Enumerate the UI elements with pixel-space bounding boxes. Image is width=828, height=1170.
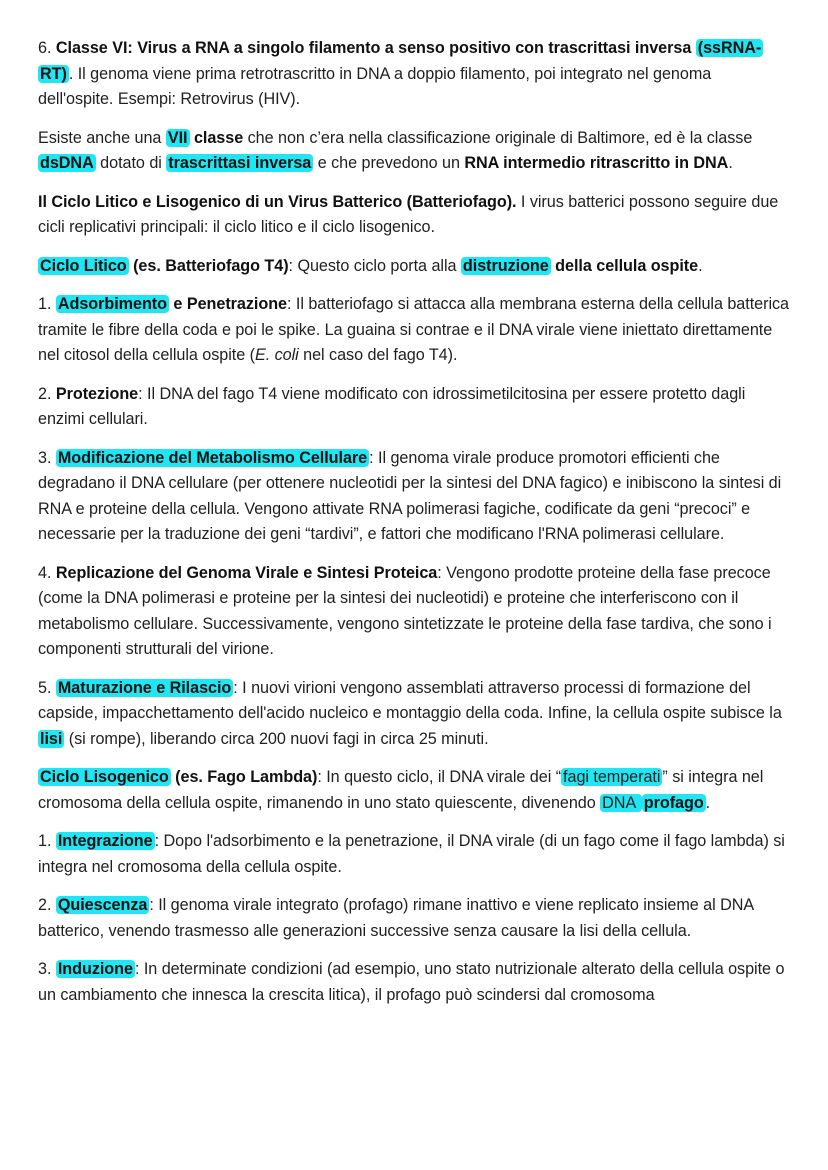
text-run: 3. — [38, 448, 56, 467]
paragraph-lisogenico-step-1 — [38, 829, 790, 880]
text-run: 4. — [38, 563, 56, 582]
paragraph-lisogenico-step-2 — [38, 893, 790, 944]
highlighted-text: Integrazione — [57, 832, 153, 850]
text-run: : In questo ciclo, il DNA virale dei “ — [317, 768, 562, 786]
text-run: . — [728, 154, 733, 172]
text-run: dotato di — [95, 154, 167, 172]
paragraph-litico-step-5 — [38, 676, 790, 753]
text-run: . — [705, 793, 711, 812]
highlighted-text: lisi — [40, 729, 63, 748]
italic-text: E. coli — [254, 346, 299, 364]
paragraph-classe-vi — [38, 36, 790, 113]
bold-text: e Penetrazione — [168, 295, 287, 313]
text-run: . Il genoma viene prima retrotrascritto in DNA a doppio filamento, poi integrato nel genoma dell'ospite. Esempi: Retrovirus (HIV). — [38, 64, 712, 108]
text-run: e che prevedono un — [313, 154, 465, 172]
text-run: 1. — [38, 832, 56, 850]
text-run: I virus batterici possono seguire due cicli replicativi principali: il ciclo litico e il ciclo lisogenico. — [38, 192, 779, 236]
text-run: 2. — [38, 384, 56, 403]
highlighted-text: fagi temperati — [563, 768, 661, 786]
highlighted-text: dsDNA — [40, 154, 94, 172]
bold-text: della cellula ospite — [550, 256, 699, 275]
text-run: che non c’era nella classificazione originale di Baltimore, ed è la classe — [243, 128, 753, 147]
paragraph-lisogenico-step-3 — [38, 957, 790, 1008]
highlighted-text: distruzione — [462, 256, 549, 275]
text-run: (si rompe), liberando circa 200 nuovi fagi in circa 25 minuti. — [64, 729, 489, 748]
text-run: 2. — [38, 896, 56, 914]
highlighted-text: trascrittasi inversa — [168, 154, 312, 172]
bold-text: Classe VI: Virus a RNA a singolo filamento a senso positivo con trascrittasi inversa — [55, 39, 696, 57]
bold-text: (es. Batteriofago T4) — [128, 256, 289, 275]
text-run: : In determinate condizioni (ad esempio, uno stato nutrizionale alterato della cellula ospite o un cambiamento che innesca la crescita litica), il profago può scindersi dal cromosoma — [38, 960, 785, 1004]
text-run: ” si integra nel cromosoma della cellula ospite, rimanendo in uno stato quiescente, divenendo — [38, 768, 764, 812]
text-run: : Il genoma virale integrato (profago) rimane inattivo e viene replicato insieme al DNA batterico, venendo trasmesso alle generazioni successive senza causare la lisi della cellula. — [38, 896, 754, 940]
text-run: : I nuovi virioni vengono assemblati attraverso processi di formazione del capside, impacchettamento dell'acido nucleico e montaggio della coda. Infine, la cellula ospite subisce la — [38, 678, 782, 722]
text-run: 1. — [38, 295, 56, 313]
bold-text: Protezione — [55, 384, 139, 403]
paragraph-ciclo-lisogenico — [38, 765, 790, 816]
paragraph-litico-step-3 — [38, 446, 790, 548]
text-run: : Vengono prodotte proteine della fase precoce (come la DNA polimerasi e proteine per la sintesi dei nucleotidi) e proteine che interferiscono con il metabolismo cellulare. Successivamente, vengono sintetizzate le proteine della fase tardiva, che sono i componenti strutturali del virione. — [38, 563, 772, 658]
highlighted-text: profago — [643, 793, 704, 812]
paragraph-classe-vii — [38, 126, 790, 177]
text-run: : Dopo l'adsorbimento e la penetrazione, il DNA virale (di un fago come il fago lambda) si integra nel cromosoma della cellula ospite. — [38, 832, 785, 876]
text-run: : Questo ciclo porta alla — [288, 256, 461, 275]
text-run: 3. — [38, 960, 56, 978]
text-run: . — [698, 256, 703, 275]
highlighted-text: Modificazione del Metabolismo Cellulare — [57, 448, 368, 467]
highlighted-text: Ciclo Lisogenico — [40, 768, 169, 786]
highlighted-text: VII — [167, 128, 188, 147]
text-run: : Il genoma virale produce promotori efficienti che degradano il DNA cellulare (per ottenere nucleotidi per la sintesi del DNA fagico) e inibiscono la sintesi di RNA e proteine della cellula. Vengono attivate RNA polimerasi fagiche, codificate da geni “precoci” e necessarie per la traduzione dei geni “tardivi”, e fattori che modificano l'RNA polimerasi cellulare. — [38, 448, 782, 543]
paragraph-litico-step-1 — [38, 292, 790, 369]
bold-text: RNA intermedio ritrascritto in DNA — [464, 154, 729, 172]
text-run: 5. — [38, 678, 56, 697]
paragraph-litico-step-4 — [38, 561, 790, 663]
text-run: 6. — [38, 39, 56, 57]
paragraph-ciclo-litico — [38, 254, 790, 280]
bold-text: Replicazione del Genoma Virale e Sintesi Proteica — [55, 563, 438, 582]
bold-text: (es. Fago Lambda) — [170, 768, 318, 786]
text-run: : Il batteriofago si attacca alla membrana esterna della cellula batterica tramite le fibre della coda e poi le spike. La guaina si contrae e il DNA virale viene iniettato direttamente nel citosol della cellula ospite ( — [38, 295, 789, 364]
highlighted-text: Induzione — [57, 960, 133, 978]
text-run: Esiste anche una — [38, 128, 166, 147]
highlighted-text: Adsorbimento — [57, 295, 167, 313]
highlighted-text: Ciclo Litico — [40, 256, 127, 275]
highlighted-text: Quiescenza — [57, 896, 148, 914]
bold-text: classe — [189, 128, 244, 147]
paragraph-litico-step-2 — [38, 382, 790, 433]
paragraph-ciclo-intro — [38, 190, 790, 241]
highlighted-text: Maturazione e Rilascio — [57, 678, 232, 697]
bold-text: Il Ciclo Litico e Lisogenico di un Virus Batterico (Batteriofago). — [38, 192, 517, 211]
highlighted-text: (ssRNA-RT) — [40, 39, 762, 83]
text-run: : Il DNA del fago T4 viene modificato con idrossimetilcitosina per essere protetto dagli enzimi cellulari. — [38, 384, 746, 428]
text-run: nel caso del fago T4). — [298, 346, 458, 364]
highlighted-text: DNA — [602, 793, 640, 812]
